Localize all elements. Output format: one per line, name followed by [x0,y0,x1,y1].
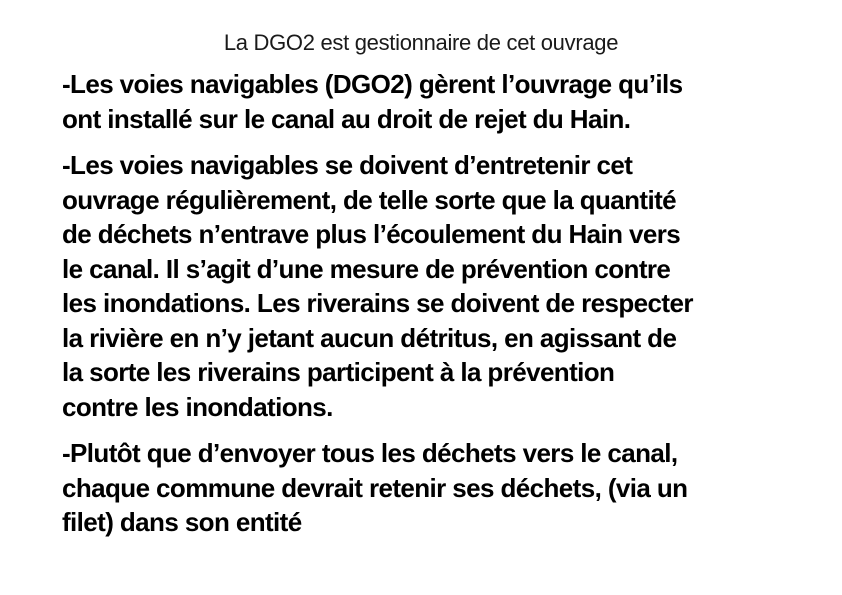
text-line: ouvrage régulièrement, de telle sorte que la quantité [62,184,677,215]
text-line: filet) dans son entité [62,507,302,537]
slide-body [0,56,842,540]
paragraph-1 [62,67,802,136]
paragraph-3 [62,436,802,540]
text-line: -Les voies navigables (DGO2) gèrent l’ouvrage qu’ils [62,69,683,99]
text-line: contre les inondations. [62,391,333,422]
text-line: la sorte les riverains participent à la prévention [62,357,615,387]
slide-title: La DGO2 est gestionnaire de cet ouvrage [223,30,619,55]
text-line: la rivière en n’y jetant aucun détritus, en agissant de [62,322,677,353]
text-line: -Plutôt que d’envoyer tous les déchets vers le canal, [62,438,678,468]
text-line: de déchets n’entrave plus l’écoulement du Hain vers [62,219,681,249]
text-line: -Les voies navigables se doivent d’entretenir cet [62,150,633,180]
text-line: le canal. Il s’agit d’une mesure de prévention contre [62,253,671,284]
paragraph-2 [62,148,802,424]
text-line: ont installé sur le canal au droit de rejet du Hain. [62,103,631,134]
text-line: chaque commune devrait retenir ses déchets, (via un [62,472,688,503]
text-line: les inondations. Les riverains se doivent de respecter [62,288,693,318]
